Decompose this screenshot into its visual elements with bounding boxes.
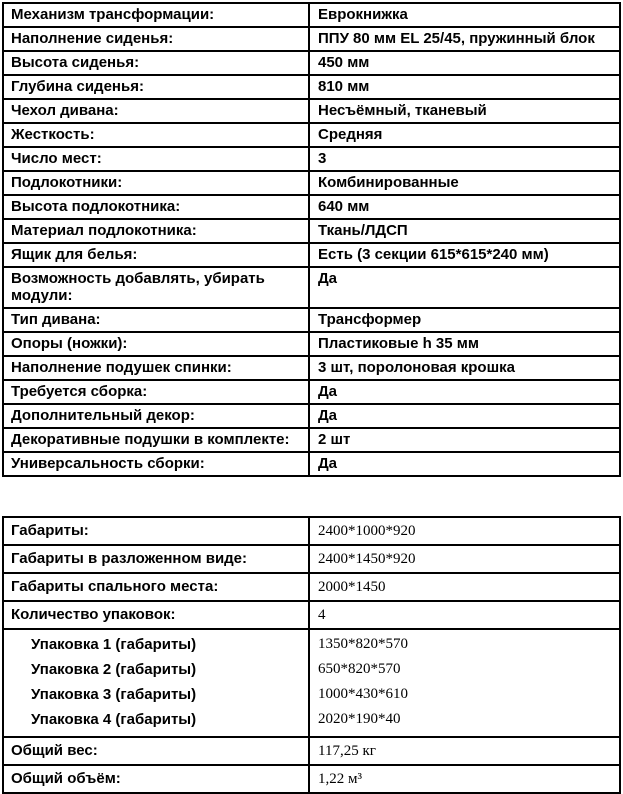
spec-value: Трансформер <box>318 311 422 328</box>
spec-label: Материал подлокотника: <box>4 220 310 242</box>
spec-value: 810 мм <box>318 78 370 95</box>
package-label: Упаковка 4 (габариты) <box>31 711 197 728</box>
spec-value: 3 шт, поролоновая крошка <box>318 359 515 376</box>
spec-label: Механизм трансформации: <box>4 4 310 26</box>
spec-value: Комбинированные <box>318 174 459 191</box>
table-row <box>4 242 619 266</box>
package-value: 2020*190*40 <box>318 711 401 727</box>
package-value: 1350*820*570 <box>318 636 408 652</box>
package-value: 1000*430*610 <box>318 686 408 702</box>
spec-value: 2 шт <box>318 431 351 448</box>
spec-value: Пластиковые h 35 мм <box>318 335 479 352</box>
dimensions-table <box>2 516 621 794</box>
spec-value: 450 мм <box>318 54 370 71</box>
spec-table <box>2 2 621 477</box>
table-row <box>4 764 619 792</box>
spec-label: Тип дивана: <box>4 309 310 331</box>
spec-label: Подлокотники: <box>4 172 310 194</box>
table-row <box>4 355 619 379</box>
spec-label: Общий вес: <box>4 738 310 764</box>
spec-label: Наполнение сиденья: <box>4 28 310 50</box>
table-row <box>4 331 619 355</box>
spec-value: Есть (3 секции 615*615*240 мм) <box>318 246 549 263</box>
spec-label: Габариты спального места: <box>4 574 310 600</box>
table-row <box>4 572 619 600</box>
table-row <box>4 50 619 74</box>
table-row <box>4 544 619 572</box>
table-row <box>4 379 619 403</box>
table-row <box>4 122 619 146</box>
spec-value: 2400*1000*920 <box>318 523 416 539</box>
table-row <box>4 266 619 307</box>
package-labels <box>4 630 310 736</box>
spec-value: Да <box>318 383 338 400</box>
spec-value: 117,25 кг <box>318 743 376 759</box>
spec-label: Ящик для белья: <box>4 244 310 266</box>
spec-label: Габариты: <box>4 518 310 544</box>
spec-label: Число мест: <box>4 148 310 170</box>
table-row <box>4 427 619 451</box>
packages-row <box>4 628 619 736</box>
spec-label: Универсальность сборки: <box>4 453 310 475</box>
table-row <box>4 451 619 475</box>
spec-label: Дополнительный декор: <box>4 405 310 427</box>
spec-value: Да <box>318 270 338 287</box>
spec-label: Глубина сиденья: <box>4 76 310 98</box>
spec-label: Габариты в разложенном виде: <box>4 546 310 572</box>
spec-value: 4 <box>318 607 326 623</box>
table-row <box>4 26 619 50</box>
table-row <box>4 403 619 427</box>
table-row <box>4 146 619 170</box>
spec-label: Высота сиденья: <box>4 52 310 74</box>
spec-value: Ткань/ЛДСП <box>318 222 408 239</box>
spec-label: Возможность добавлять, убирать модули: <box>4 268 310 307</box>
spec-value: 1,22 м³ <box>318 771 362 787</box>
spec-value: Несъёмный, тканевый <box>318 102 487 119</box>
table-row <box>4 600 619 628</box>
spec-value: Да <box>318 407 338 424</box>
spec-label: Требуется сборка: <box>4 381 310 403</box>
spec-label: Опоры (ножки): <box>4 333 310 355</box>
spec-value: 3 <box>318 150 327 167</box>
package-value: 650*820*570 <box>318 661 401 677</box>
table-row <box>4 307 619 331</box>
package-label: Упаковка 1 (габариты) <box>31 636 197 653</box>
spec-value: Средняя <box>318 126 383 143</box>
table-row <box>4 74 619 98</box>
package-values <box>310 630 619 736</box>
spec-value: 640 мм <box>318 198 370 215</box>
table-row <box>4 518 619 544</box>
package-label: Упаковка 3 (габариты) <box>31 686 197 703</box>
table-row <box>4 98 619 122</box>
spec-value: Да <box>318 455 338 472</box>
spec-value: Еврокнижка <box>318 6 408 23</box>
table-row <box>4 4 619 26</box>
package-label: Упаковка 2 (габариты) <box>31 661 197 678</box>
spec-value: 2400*1450*920 <box>318 551 416 567</box>
spec-value: ППУ 80 мм EL 25/45, пружинный блок <box>318 30 595 47</box>
spec-label: Наполнение подушек спинки: <box>4 357 310 379</box>
spec-value: 2000*1450 <box>318 579 386 595</box>
spec-label: Чехол дивана: <box>4 100 310 122</box>
table-row <box>4 170 619 194</box>
table-row <box>4 736 619 764</box>
spec-label: Общий объём: <box>4 766 310 792</box>
table-row <box>4 194 619 218</box>
spec-label: Декоративные подушки в комплекте: <box>4 429 310 451</box>
spec-label: Количество упаковок: <box>4 602 310 628</box>
table-row <box>4 218 619 242</box>
spec-label: Высота подлокотника: <box>4 196 310 218</box>
spec-label: Жесткость: <box>4 124 310 146</box>
